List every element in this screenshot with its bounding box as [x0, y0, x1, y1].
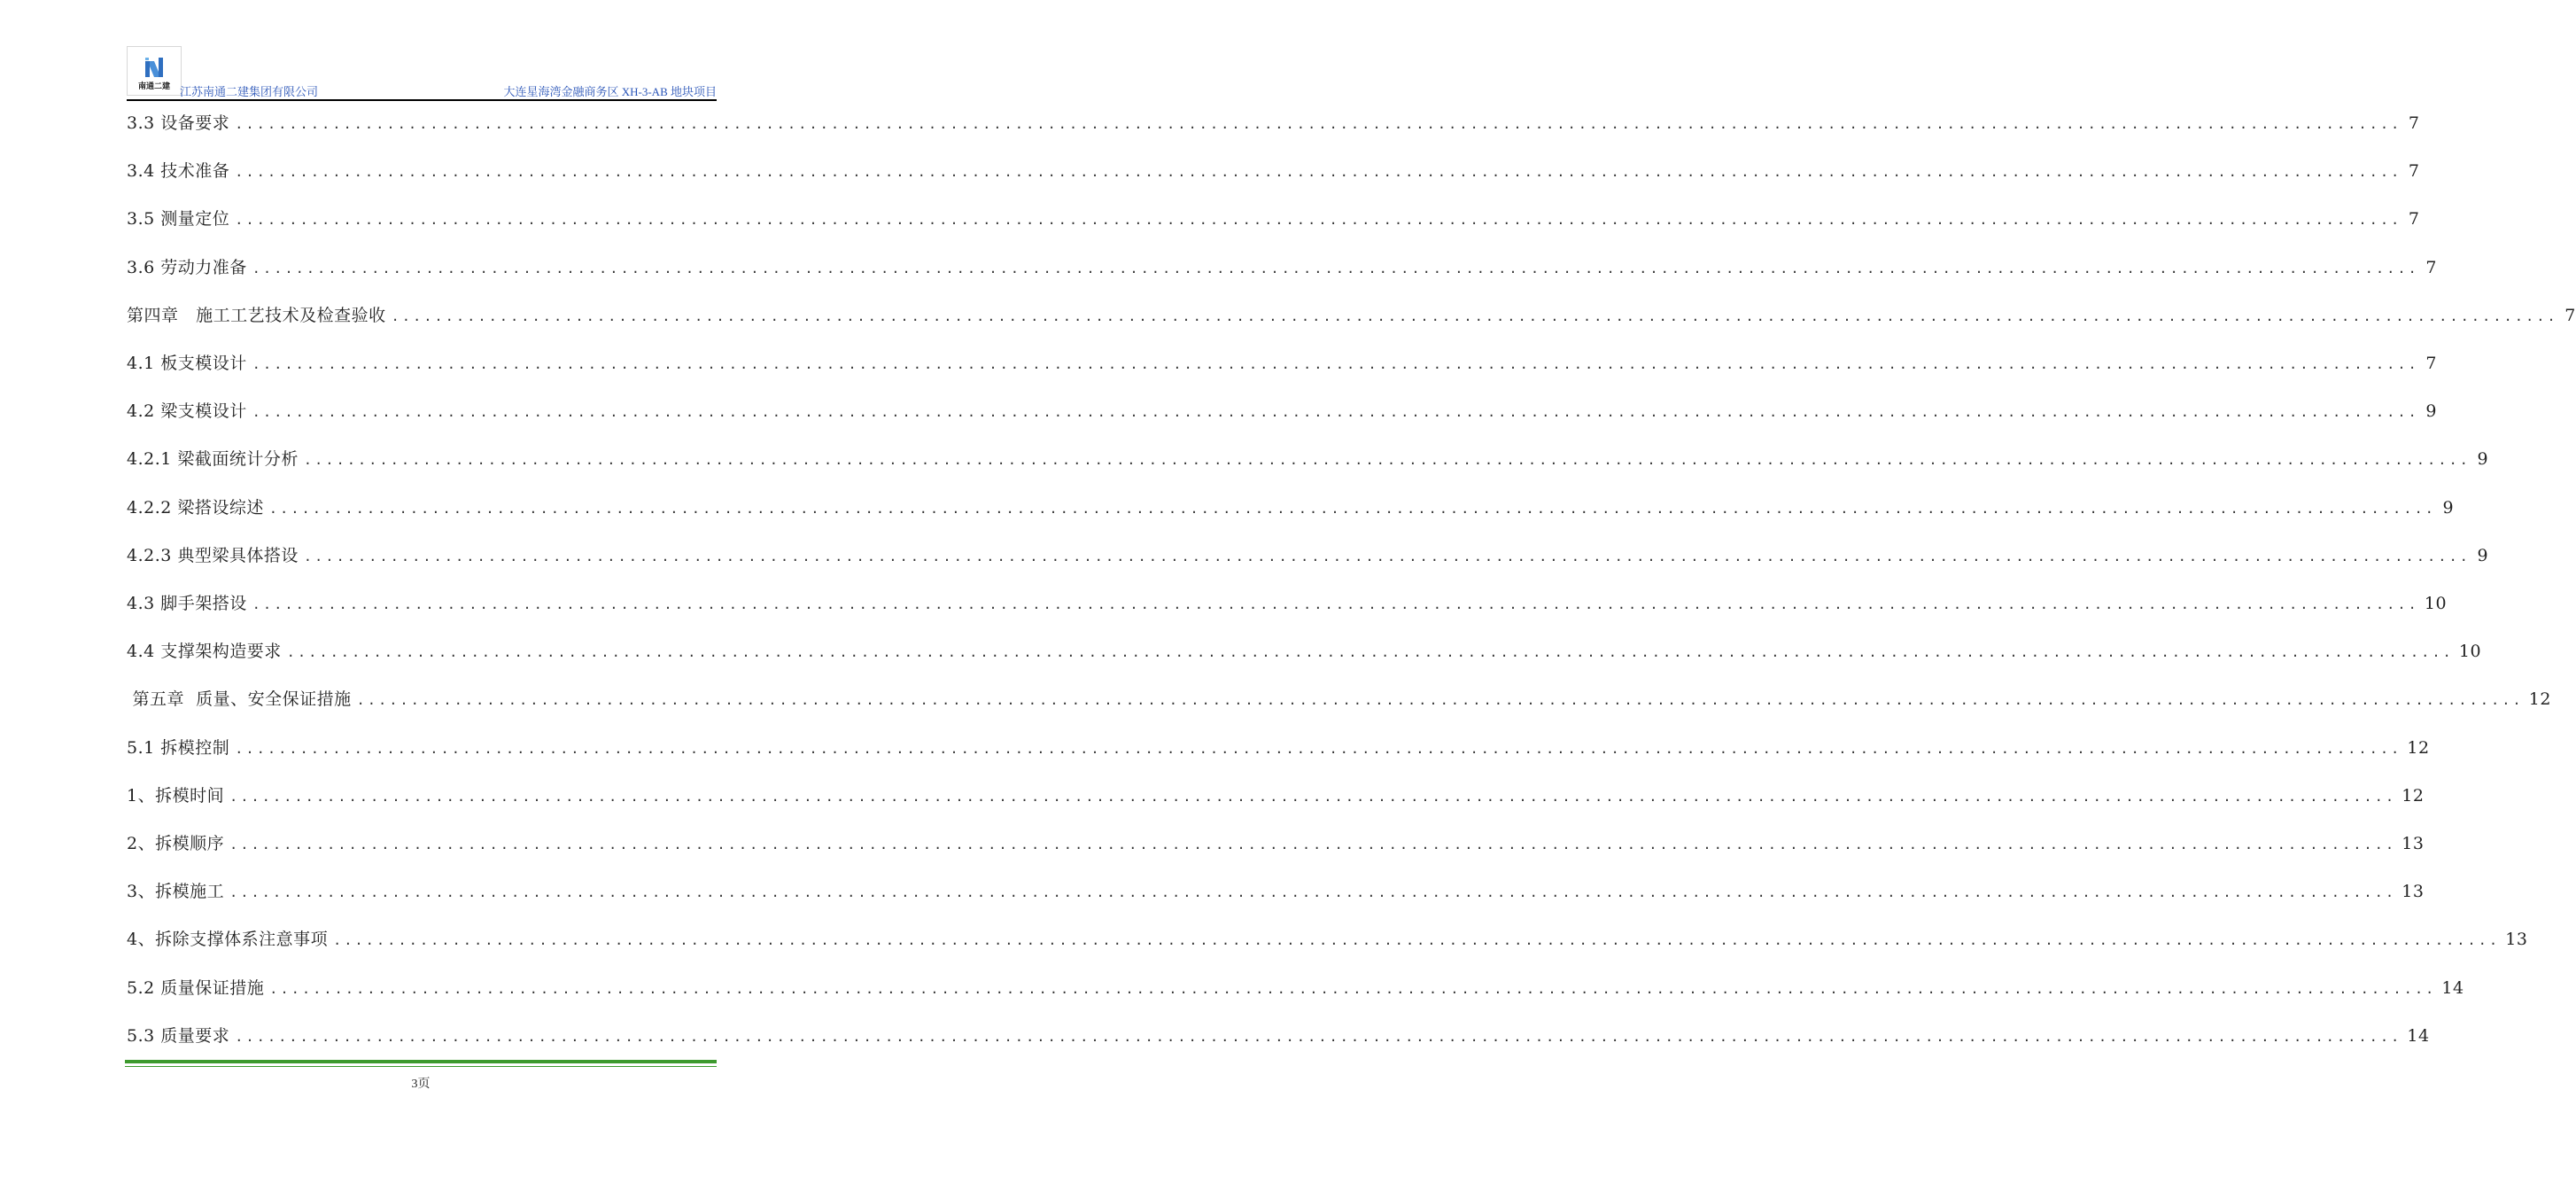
toc-entry-page: 9 — [2477, 449, 2489, 470]
toc-entry-page: 7 — [2425, 354, 2437, 373]
toc-entry[interactable] — [127, 975, 2464, 1001]
page-number: 3页 — [411, 1078, 431, 1091]
toc-entry[interactable] — [127, 110, 2420, 136]
toc-entry-title: 3.5 测量定位 — [127, 209, 230, 230]
toc-entry-page: 14 — [2441, 977, 2464, 998]
toc-entry[interactable] — [127, 638, 2482, 665]
toc-entry-page: 7 — [2408, 209, 2420, 230]
project-name: 大连星海湾金融商务区 XH-3-AB 地块项目 — [503, 85, 717, 98]
toc-entry[interactable] — [127, 446, 2489, 472]
toc-leader-dots: ........................................................................................................................................................................................................ — [235, 740, 2402, 757]
toc-entry[interactable] — [127, 494, 2455, 521]
toc-entry-page: 7 — [2425, 257, 2437, 277]
company-name: 江苏南通二建集团有限公司 — [180, 86, 319, 99]
toc-leader-dots: ........................................................................................................................................................................................................ — [269, 980, 2437, 997]
toc-leader-dots: ........................................................................................................................................................................................................ — [252, 356, 2419, 372]
toc-entry-page: 13 — [2401, 882, 2425, 902]
toc-entry-title: 2、拆模顺序 — [127, 834, 225, 853]
toc-entry[interactable] — [127, 926, 2528, 953]
toc-entry[interactable] — [127, 302, 2576, 329]
toc-entry[interactable] — [127, 686, 2551, 712]
toc-entry-page: 13 — [2401, 834, 2425, 853]
toc-entry-title: 3.6 劳动力准备 — [127, 257, 247, 277]
toc-entry-title: 5.3 质量要求 — [127, 1025, 230, 1046]
toc-entry-title: 4、拆除支撑体系注意事项 — [127, 930, 329, 950]
toc-entry[interactable] — [127, 158, 2420, 184]
toc-entry[interactable] — [127, 254, 2437, 281]
toc-entry-page: 12 — [2407, 737, 2430, 758]
toc-entry-title: 4.2.3 典型梁具体搭设 — [127, 545, 299, 565]
toc-entry-title: 4.3 脚手架搭设 — [127, 594, 247, 613]
toc-entry-title: 3.4 技术准备 — [127, 161, 230, 182]
toc-entry-page: 7 — [2564, 305, 2576, 325]
toc-entry[interactable] — [127, 542, 2489, 569]
toc-entry[interactable] — [127, 735, 2430, 761]
toc-leader-dots: ........................................................................................................................................................................................................ — [252, 260, 2419, 276]
company-logo — [127, 46, 182, 96]
toc-leader-dots: ........................................................................................................................................................................................................ — [235, 212, 2402, 229]
toc-entry[interactable] — [127, 1023, 2430, 1049]
toc-entry-title: 4.1 板支模设计 — [127, 354, 247, 373]
toc-entry-title: 第四章 施工工艺技术及检查验收 — [127, 305, 386, 325]
toc-entry-title: 5.1 拆模控制 — [127, 737, 230, 758]
toc-entry-page: 7 — [2408, 113, 2420, 133]
footer-rule — [125, 1060, 717, 1063]
header-rule — [127, 99, 717, 101]
toc-leader-dots: ........................................................................................................................................................................................................ — [229, 837, 2397, 852]
toc-leader-dots: ........................................................................................................................................................................................................ — [391, 307, 2558, 324]
toc-entry-page: 12 — [2528, 689, 2551, 710]
footer-rule-thin — [125, 1066, 717, 1067]
toc-leader-dots: ........................................................................................................................................................................................................ — [235, 1028, 2402, 1045]
toc-entry-title: 3、拆模施工 — [127, 882, 225, 902]
logo-n-icon — [144, 56, 165, 79]
toc-entry-title: 3.3 设备要求 — [127, 113, 230, 133]
toc-entry-page: 7 — [2408, 161, 2420, 182]
toc-entry-title: 4.4 支撑架构造要求 — [127, 642, 282, 662]
toc-leader-dots: ........................................................................................................................................................................................................ — [235, 116, 2402, 132]
toc-leader-dots: ........................................................................................................................................................................................................ — [333, 932, 2501, 949]
toc-entry-page: 10 — [2458, 642, 2482, 662]
toc-entry-page: 9 — [2477, 545, 2489, 565]
toc-entry-title: 1、拆模时间 — [127, 785, 225, 806]
toc-entry[interactable] — [127, 878, 2425, 905]
toc-leader-dots: ........................................................................................................................................................................................................ — [229, 788, 2397, 805]
toc-entry-page: 12 — [2401, 785, 2425, 806]
toc-entry-title: 4.2.1 梁截面统计分析 — [127, 449, 299, 470]
toc-leader-dots: ........................................................................................................................................................................................................ — [286, 644, 2454, 661]
toc-entry-title: 第五章 质量、安全保证措施 — [127, 689, 352, 710]
toc-entry[interactable] — [127, 206, 2420, 232]
toc-entry-page: 10 — [2424, 594, 2448, 613]
toc-entry-title: 5.2 质量保证措施 — [127, 977, 265, 998]
toc-entry[interactable] — [127, 398, 2437, 424]
toc-entry-page: 13 — [2505, 930, 2528, 950]
toc-leader-dots: ........................................................................................................................................................................................................ — [268, 500, 2437, 517]
toc-entry[interactable] — [127, 350, 2437, 377]
toc-leader-dots: ........................................................................................................................................................................................................ — [252, 404, 2419, 421]
toc-leader-dots: ........................................................................................................................................................................................................ — [356, 692, 2524, 709]
page-header — [127, 44, 717, 103]
toc-leader-dots: ........................................................................................................................................................................................................ — [303, 548, 2471, 564]
toc-entry[interactable] — [127, 830, 2425, 857]
toc-entry-page: 9 — [2425, 401, 2437, 422]
toc-entry-title: 4.2 梁支模设计 — [127, 401, 247, 422]
logo-text: 南通二建 — [137, 82, 170, 91]
toc-leader-dots: ........................................................................................................................................................................................................ — [303, 452, 2471, 469]
toc-entry-title: 4.2.2 梁搭设综述 — [127, 497, 264, 518]
toc-entry-page: 14 — [2407, 1025, 2430, 1046]
toc-entry[interactable] — [127, 590, 2448, 617]
toc-entry-page: 9 — [2442, 497, 2455, 518]
toc-entry[interactable] — [127, 782, 2425, 809]
toc-leader-dots: ........................................................................................................................................................................................................ — [229, 884, 2397, 901]
toc-leader-dots: ........................................................................................................................................................................................................ — [252, 596, 2419, 612]
toc-leader-dots: ........................................................................................................................................................................................................ — [235, 164, 2402, 181]
